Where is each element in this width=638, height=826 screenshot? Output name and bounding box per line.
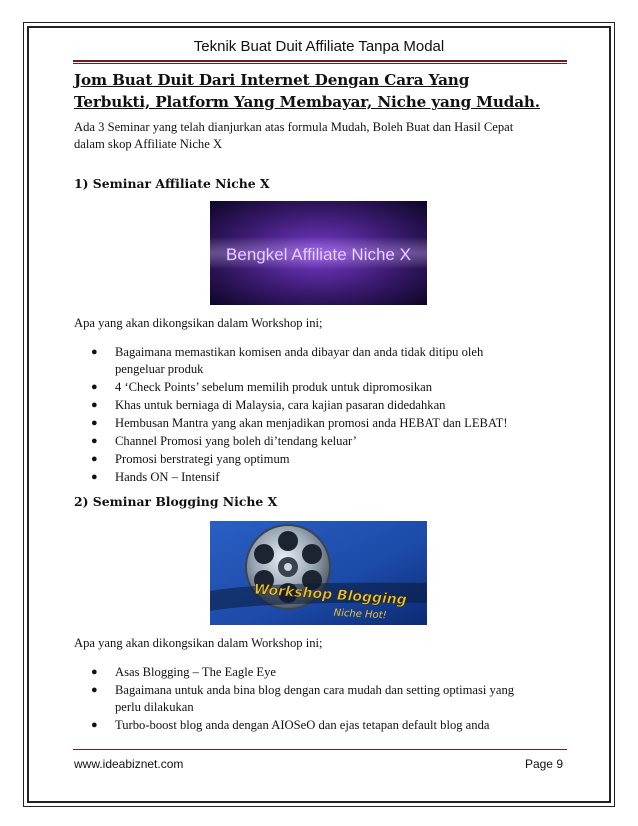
list-item: ● Turbo-boost blog anda dengan AIOSeO dan ejas tetapan default blog anda	[91, 718, 490, 732]
intro-line-2: dalam skop Affiliate Niche X	[74, 137, 223, 151]
headline-line-2: Terbukti, Platform Yang Membayar, Niche yang Mudah.	[74, 93, 540, 111]
bullet-icon: ●	[91, 346, 98, 358]
bullet-icon: ●	[91, 453, 98, 465]
list-item: ● Bagaimana untuk anda bina blog dengan cara mudah dan setting optimasi yang perlu dilakukan	[91, 683, 515, 714]
banner-2-title: Workshop Blogging	[253, 581, 408, 609]
bullet-icon: ●	[91, 381, 98, 393]
bullet-icon: ●	[91, 399, 98, 411]
section-2-lead: Apa yang akan dikongsikan dalam Workshop ini;	[74, 636, 323, 650]
list-item: ● 4 ‘Check Points’ sebelum memilih produk untuk dipromosikan	[91, 380, 433, 394]
list-item: ● Bagaimana memastikan komisen anda dibayar dan anda tidak ditipu oleh pengeluar produk	[91, 345, 484, 376]
section-2-bullets	[74, 664, 570, 735]
section-1-heading: 1) Seminar Affiliate Niche X	[74, 176, 270, 191]
bengkel-affiliate-banner-image	[210, 201, 427, 305]
section-1-bullets	[74, 344, 570, 487]
headline-line-1: Jom Buat Duit Dari Internet Dengan Cara Yang	[74, 71, 470, 89]
bullet-icon: ●	[91, 435, 98, 447]
header-rule	[73, 60, 567, 62]
section-1-lead: Apa yang akan dikongsikan dalam Workshop ini;	[74, 316, 323, 330]
list-item: ● Hands ON – Intensif	[91, 470, 220, 484]
workshop-blogging-banner-image	[210, 521, 427, 625]
list-item: ● Channel Promosi yang boleh di’tendang keluar’	[91, 434, 357, 448]
footer-page-number: Page 9	[524, 757, 563, 771]
list-item: ● Khas untuk berniaga di Malaysia, cara kajian pasaran didedahkan	[91, 398, 446, 412]
bullet-icon: ●	[91, 471, 98, 483]
list-item: ● Asas Blogging – The Eagle Eye	[91, 665, 277, 679]
intro-line-1: Ada 3 Seminar yang telah dianjurkan atas formula Mudah, Boleh Buat dan Hasil Cepat	[74, 120, 514, 134]
footer-url: www.ideabiznet.com	[74, 757, 184, 771]
banner-2-subtitle: Niche Hot!	[333, 607, 387, 622]
section-2-heading: 2) Seminar Blogging Niche X	[74, 494, 278, 509]
banner-1-text: Bengkel Affiliate Niche X	[226, 245, 411, 264]
bullet-icon: ●	[91, 719, 98, 731]
bullet-icon: ●	[91, 684, 98, 696]
bullet-icon: ●	[91, 666, 98, 678]
intro-paragraph	[74, 119, 570, 153]
running-header-title: Teknik Buat Duit Affiliate Tanpa Modal	[193, 38, 445, 55]
list-item: ● Promosi berstrategi yang optimum	[91, 452, 290, 466]
footer-rule	[73, 749, 567, 750]
bullet-icon: ●	[91, 417, 98, 429]
list-item: ● Hembusan Mantra yang akan menjadikan promosi anda HEBAT dan LEBAT!	[91, 416, 508, 430]
headline	[74, 69, 570, 113]
header-rule-thin	[73, 63, 567, 64]
